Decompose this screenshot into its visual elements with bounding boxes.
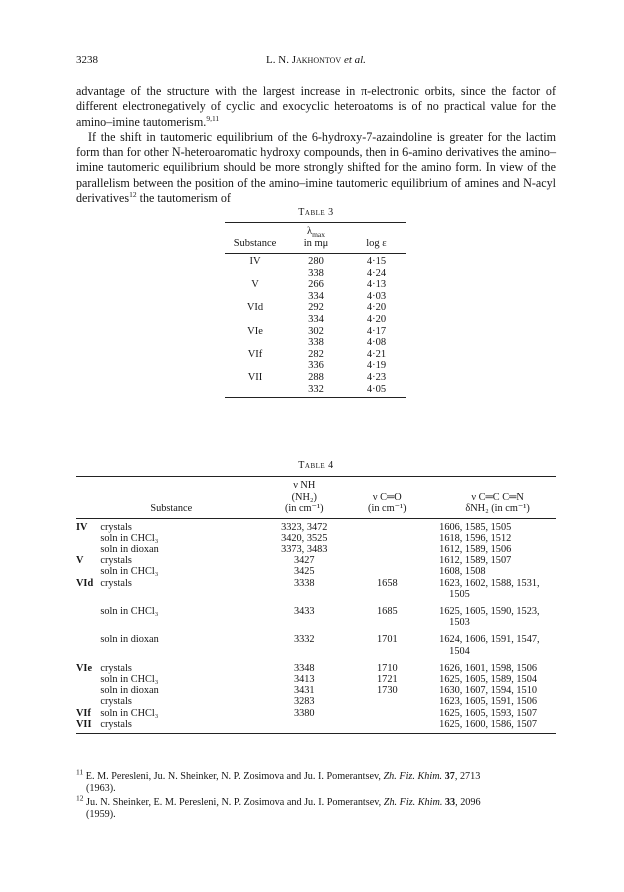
table-3-cell-log: 4·03 <box>366 290 387 302</box>
table-3-cell-log: 4·23 <box>366 371 387 383</box>
table-4-body <box>76 518 556 733</box>
table-3-cell-log: 4·20 <box>366 302 387 314</box>
table-row <box>225 291 406 303</box>
lambda-subscript: max <box>312 230 325 240</box>
table-4-cell-state: soln in dioxan <box>100 685 159 697</box>
table-4-cell-compound <box>76 628 100 656</box>
body-text <box>76 84 556 206</box>
footnote-11-year: (1963). <box>86 783 116 795</box>
table-4-cell-cc-line1: 1625, 1605, 1590, 1523, <box>439 605 540 617</box>
table-3-cell-substance <box>225 384 285 398</box>
table-4-cell-compound <box>76 685 100 696</box>
table-3-cell-log: 4·19 <box>366 360 387 372</box>
table-3-cell-log: 4·20 <box>366 313 387 325</box>
table-4-cell-nh: 3420, 3525 <box>281 532 328 544</box>
table-4-cell-state: soln in dioxan <box>100 634 159 646</box>
table-4-cell-co: 1721 <box>377 673 398 685</box>
nh-header-line2: (NH₂) <box>291 491 317 503</box>
table-4-header-substance: Substance <box>100 477 261 519</box>
table-row <box>225 268 406 280</box>
table-4-cell-co: 1730 <box>377 685 398 697</box>
table-row <box>225 254 406 268</box>
footnote-12-marker: 12 <box>76 793 84 803</box>
table-row <box>76 719 556 734</box>
table-3-cell-substance: VId <box>246 302 264 314</box>
table-4-cell-cc <box>427 628 556 656</box>
table-row <box>76 518 556 533</box>
table-3-cell-lambda: 338 <box>308 267 324 279</box>
table-row <box>76 628 556 656</box>
table-row <box>76 566 556 577</box>
table-4-cell-nh: 3332 <box>293 634 315 646</box>
table-4-cell-nh: 3413 <box>293 673 315 685</box>
table-4-cell-cc-line1: 1608, 1508 <box>439 566 486 578</box>
table-4-cell-co <box>347 518 427 533</box>
table-row <box>76 578 556 600</box>
table-4-cell-cc-line2: 1504 <box>449 645 470 657</box>
table-4-cell-cc-line2: 1503 <box>449 617 470 629</box>
table-row <box>225 314 406 326</box>
table-4-cell-nh: 3433 <box>293 605 315 617</box>
table-4-cell-compound: V <box>76 555 84 567</box>
table-4-cell-state: crystals <box>100 577 132 589</box>
table-row <box>225 302 406 314</box>
table-4-caption: Table 4 <box>298 460 334 471</box>
table-row <box>225 360 406 372</box>
lambda-symbol: λ <box>306 226 313 237</box>
table-3-body <box>225 254 406 398</box>
table-4-cell-co <box>347 696 427 707</box>
table-4-cell-cc <box>427 566 556 577</box>
table-3-cell-lambda: 282 <box>308 348 324 360</box>
table-row <box>76 674 556 685</box>
lambda-unit: in mμ <box>303 238 329 249</box>
table-4-header-nh <box>261 477 347 519</box>
table-4-cell-state: crystals <box>100 696 132 708</box>
table-row <box>225 372 406 384</box>
table-4-cell-cc-line1: 1612, 1589, 1507 <box>439 555 512 567</box>
paragraph-continued-text: advantage of the structure with the largest increase in π-electronic orbits, since the factor of different electronegatively of cyclic and exocyclic heteroatoms is of no practical value for the amino–imine tautomerism. <box>76 84 556 129</box>
table-4-cell-cc-line1: 1624, 1606, 1591, 1547, <box>439 634 540 646</box>
table-row <box>76 600 556 628</box>
table-4-cell-nh: 3283 <box>293 696 315 708</box>
table-3-cell-lambda: 292 <box>308 302 324 314</box>
footnote-11 <box>76 767 556 796</box>
table-3-cell-substance: VIe <box>247 325 263 337</box>
table-4-cell-cc <box>427 544 556 555</box>
table-4-cell-cc-line1: 1623, 1605, 1591, 1506 <box>439 696 537 708</box>
table-4-cell-state: soln in CHCl₃ <box>100 707 159 719</box>
table-4-header-cc <box>427 477 556 519</box>
table-4-cell-compound <box>76 674 100 685</box>
footnote-11-pages: , 2713 <box>454 771 481 782</box>
table-3-cell-lambda: 266 <box>308 279 324 291</box>
table-3-cell-log: 4·24 <box>366 267 387 279</box>
table-3-cell-log: 4·21 <box>366 348 387 360</box>
table-row <box>76 657 556 674</box>
author-etal: et al. <box>343 54 366 66</box>
table-4-cell-compound <box>76 566 100 577</box>
table-4-cell-cc <box>427 578 556 600</box>
paragraph-continued <box>76 84 556 130</box>
table-3-header-lambda <box>285 223 347 254</box>
table-3-cell-substance: V <box>251 279 259 291</box>
table-3-cell-substance <box>225 360 285 372</box>
table-4-cell-cc-line1: 1623, 1602, 1588, 1531, <box>439 577 540 589</box>
table-3 <box>225 222 406 398</box>
table-4-cell-state: crystals <box>100 555 132 567</box>
table-4-cell-compound: VIf <box>76 707 91 719</box>
table-4-cell-cc-line1: 1625, 1605, 1589, 1504 <box>439 673 537 685</box>
table-row <box>76 544 556 555</box>
table-3-cell-substance: IV <box>249 256 261 267</box>
table-3-cell-lambda: 280 <box>308 256 324 267</box>
table-4-cell-state: soln in CHCl₃ <box>100 605 159 617</box>
table-4-cell-compound: VIe <box>76 662 93 674</box>
table-4-cell-nh: 3348 <box>293 662 315 674</box>
table-4-cell-state: soln in dioxan <box>100 543 159 555</box>
nh-header-line3: (in cm⁻¹) <box>284 503 324 514</box>
table-4-cell-co <box>347 555 427 566</box>
table-3-cell-log: 4·17 <box>366 325 387 337</box>
table-3-cell-lambda: 302 <box>308 325 324 337</box>
table-3-cell-lambda: 334 <box>308 290 324 302</box>
table-row <box>76 708 556 719</box>
table-3-cell-substance <box>225 291 285 303</box>
table-row <box>225 337 406 349</box>
table-3-cell-substance: VIf <box>247 348 263 360</box>
cc-header-line2: δNH₂ (in cm⁻¹) <box>465 503 530 514</box>
table-4-cell-cc <box>427 555 556 566</box>
table-row <box>76 533 556 544</box>
table-4 <box>76 476 556 734</box>
table-3-cell-substance: VII <box>247 371 263 383</box>
footnote-12-authors: Ju. N. Sheinker, E. M. Peresleni, N. P. Zosimova and Ju. I. Pomerantsev, <box>86 796 384 808</box>
table-4-cell-nh <box>261 719 347 734</box>
table-3-cell-lambda: 334 <box>308 313 324 325</box>
table-row <box>225 279 406 291</box>
table-4-cell-compound <box>76 544 100 555</box>
table-4-cell-cc <box>427 685 556 696</box>
co-header-line2: (in cm⁻¹) <box>368 503 407 514</box>
table-4-cell-nh: 3380 <box>293 707 315 719</box>
table-4-cell-cc-line1: 1630, 1607, 1594, 1510 <box>439 685 537 697</box>
table-3-cell-lambda: 332 <box>285 384 347 398</box>
table-4-cell-nh: 3431 <box>293 685 315 697</box>
table-4-cell-nh: 3427 <box>293 555 315 567</box>
table-3-caption: Table 3 <box>298 207 334 218</box>
table-4-cell-state: soln in CHCl₃ <box>100 532 159 544</box>
table-3-header-substance: Substance <box>225 223 285 254</box>
table-3-cell-substance <box>225 314 285 326</box>
table-row <box>225 326 406 338</box>
footnote-12-volume: 33 <box>444 796 456 808</box>
table-4-cell-cc <box>427 518 556 533</box>
table-4-cell-co: 1710 <box>377 662 398 674</box>
table-4-cell-cc-line1: 1618, 1596, 1512 <box>439 532 512 544</box>
footnote-11-volume: 37 <box>444 771 455 782</box>
table-4-cell-cc-line2: 1505 <box>449 588 470 600</box>
page-number: 3238 <box>76 54 98 66</box>
footnote-11-authors: E. M. Peresleni, Ju. N. Sheinker, N. P. Zosimova and Ju. I. Pomerantsev, <box>85 771 384 782</box>
reference-12: 12 <box>129 190 137 200</box>
table-4-cell-cc-line1: 1625, 1605, 1593, 1507 <box>439 707 537 719</box>
table-4-cell-cc <box>427 674 556 685</box>
table-4-cell-nh: 3373, 3483 <box>281 543 328 555</box>
table-4-cell-co <box>347 566 427 577</box>
table-4-cell-cc <box>427 657 556 674</box>
table-4-cell-cc-line1: 1626, 1601, 1598, 1506 <box>439 662 537 674</box>
table-4-cell-co: 1658 <box>377 577 398 589</box>
table-4-header-compound <box>76 477 100 519</box>
table-4-cell-compound <box>76 696 100 707</box>
table-4-cell-nh: 3323, 3472 <box>281 521 328 533</box>
table-4-cell-co <box>347 533 427 544</box>
table-4-cell-cc-line1: 1612, 1589, 1506 <box>439 543 512 555</box>
table-3-header-log: log ε <box>347 223 406 254</box>
table-4-cell-cc-line1: 1625, 1600, 1586, 1507 <box>439 718 537 730</box>
table-row <box>76 555 556 566</box>
footnote-11-marker: 11 <box>76 767 84 777</box>
table-4-cell-cc <box>427 719 556 734</box>
table-4-cell-co <box>347 719 427 734</box>
table-4-cell-nh: 3425 <box>293 566 315 578</box>
table-4-cell-state: crystals <box>100 662 132 674</box>
table-row <box>225 384 406 398</box>
table-3-cell-lambda: 288 <box>308 371 324 383</box>
co-header-line1: ν C═O <box>372 491 402 503</box>
paragraph-tautomeric-shift <box>76 130 556 206</box>
table-3-cell-lambda: 336 <box>308 360 324 372</box>
table-3-cell-log: 4·08 <box>366 337 387 349</box>
footnote-12-pages: , 2096 <box>455 796 481 808</box>
table-4-cell-cc <box>427 600 556 628</box>
paragraph-tautomeric-tail: the tautomerism of <box>136 191 231 206</box>
table-4-cell-state: crystals <box>100 719 261 734</box>
table-4-cell-cc <box>427 696 556 707</box>
author-name: L. N. Jakhontov <box>266 54 342 66</box>
table-4-cell-co <box>347 544 427 555</box>
table-3-cell-log: 4·13 <box>366 279 387 291</box>
footnotes <box>76 767 556 823</box>
footnote-12-journal: Zh. Fiz. Khim. <box>383 796 443 808</box>
table-4-cell-state: soln in CHCl₃ <box>100 566 159 578</box>
table-4-cell-compound: IV <box>76 521 88 533</box>
footnote-11-journal: Zh. Fiz. Khim. <box>383 771 443 782</box>
table-3-cell-lambda: 338 <box>308 337 324 349</box>
table-3-cell-log: 4·15 <box>366 256 387 267</box>
footnote-12-year: (1959). <box>86 809 116 821</box>
table-4-cell-cc <box>427 708 556 719</box>
table-4-cell-co: 1701 <box>377 634 398 646</box>
table-4-cell-compound <box>76 600 100 628</box>
running-head-author <box>76 54 556 66</box>
table-4-cell-cc-line1: 1606, 1585, 1505 <box>439 521 512 533</box>
nh-header-line1: ν NH <box>293 480 316 491</box>
table-4-cell-state: crystals <box>100 521 132 533</box>
table-4-cell-compound: VId <box>76 577 94 589</box>
table-row <box>76 696 556 707</box>
table-4-cell-co: 1685 <box>377 605 398 617</box>
table-4-cell-state: soln in CHCl₃ <box>100 673 159 685</box>
table-3-cell-substance <box>225 268 285 280</box>
paragraph-tautomeric-text: If the shift in tautomeric equilibrium of the 6-hydroxy-7-azaindoline is greater for the lactim form than for other N-heteroaromatic hydroxy compounds, then in 6-amino derivatives the amino–imine tautomeric equilibrium should be more strongly shifted for the amino form. In view of the parallelism between the position of the amino–imine tautomeric equilibrium of amines and N-acyl derivatives <box>76 129 556 206</box>
table-4-cell-compound: VII <box>76 719 100 734</box>
cc-header-line1: ν C═C C═N <box>471 491 524 503</box>
table-4-cell-cc <box>427 533 556 544</box>
reference-9-11: 9,11 <box>206 113 220 123</box>
table-4-cell-compound <box>76 533 100 544</box>
footnote-12 <box>76 793 556 822</box>
table-4-cell-co <box>347 708 427 719</box>
table-3-cell-log: 4·05 <box>347 384 406 398</box>
table-4-cell-nh: 3338 <box>293 577 315 589</box>
table-row <box>76 685 556 696</box>
table-3-cell-substance <box>225 337 285 349</box>
table-4-header-co <box>347 477 427 519</box>
table-row <box>225 349 406 361</box>
